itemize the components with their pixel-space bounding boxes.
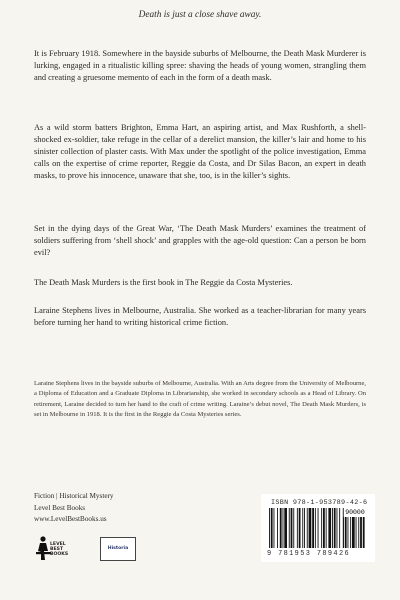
- lbb-logo-text: LEVEL BEST BOOKS: [50, 542, 69, 557]
- blurb-paragraph-4: [34, 277, 366, 298]
- blurb-text: Laraine Stephens lives in Melbourne, Australia. She worked as a teacher-librarian for many years before turning her hand to writing historical crime fiction.: [34, 306, 366, 328]
- blurb-text: It is February 1918. Somewhere in the bayside suburbs of Melbourne, the Death Mask Murderer is lurking, engaged in a ritualistic killing spree: shaving the heads of young women, strangling them and creating a gruesome memento of each in the form of a death mask.: [34, 49, 366, 83]
- historia-logo: Historia: [100, 537, 136, 561]
- level-best-books-logo: [36, 535, 76, 563]
- isbn-barcode: [261, 494, 375, 562]
- barcode-bars-icon: [267, 508, 371, 550]
- publisher-logos: [36, 535, 136, 563]
- blurb-text: The Death Mask Murders is the first book in The Reggie da Costa Mysteries.: [34, 278, 293, 287]
- author-bio: Laraine Stephens lives in the bayside suburbs of Melbourne, Australia. With an Arts degree from the University of Melbourne, a Diploma of Education and a Graduate Diploma in Librarianship, she worked in secondary schools as a Head of Library. On retirement, Laraine decided to turn her hand to the craft of crime writing. Laraine’s debut novel, The Death Mask Murders, is set in Melbourne in 1918. It is the first in the Reggie da Costa Mysteries series.: [34, 380, 366, 418]
- blurb-text: As a wild storm batters Brighton, Emma Hart, an aspiring artist, and Max Rushforth, a shell-shocked ex-soldier, take refuge in the cellar of a derelict mansion, the killer’s lair and home to his sinister collection of plaster casts. With Max under the spotlight of the police investigation, Emma calls on the expertise of crime reporter, Reggie da Costa, and Dr Silas Bacon, an expert in death masks, to prove his innocence, unaware that she, too, is in the killer’s sights.: [34, 123, 366, 181]
- isbn-number: ISBN 978-1-953789-42-6: [271, 499, 368, 507]
- tagline: Death is just a close shave away.: [138, 10, 262, 20]
- blurb-paragraph-5: [34, 305, 366, 338]
- price-code: 90000: [345, 509, 365, 516]
- ean-number: 9 781953 789426: [267, 550, 351, 558]
- blurb-text: Set in the dying days of the Great War, ‘The Death Mask Murders’ examines the treatment of soldiers suffering from ‘shell shock’ and grapples with the age-old question: Can a person be born evil?: [34, 224, 366, 258]
- blurb-paragraph-3: [34, 223, 366, 268]
- publisher-website: www.LevelBestBooks.us: [34, 515, 107, 523]
- genre-label: Fiction | Historical Mystery: [34, 492, 114, 500]
- publisher-info: [34, 491, 114, 526]
- blurb-paragraph-1: [34, 48, 366, 93]
- blurb-paragraph-2: [34, 122, 366, 191]
- publisher-name: Level Best Books: [34, 503, 86, 512]
